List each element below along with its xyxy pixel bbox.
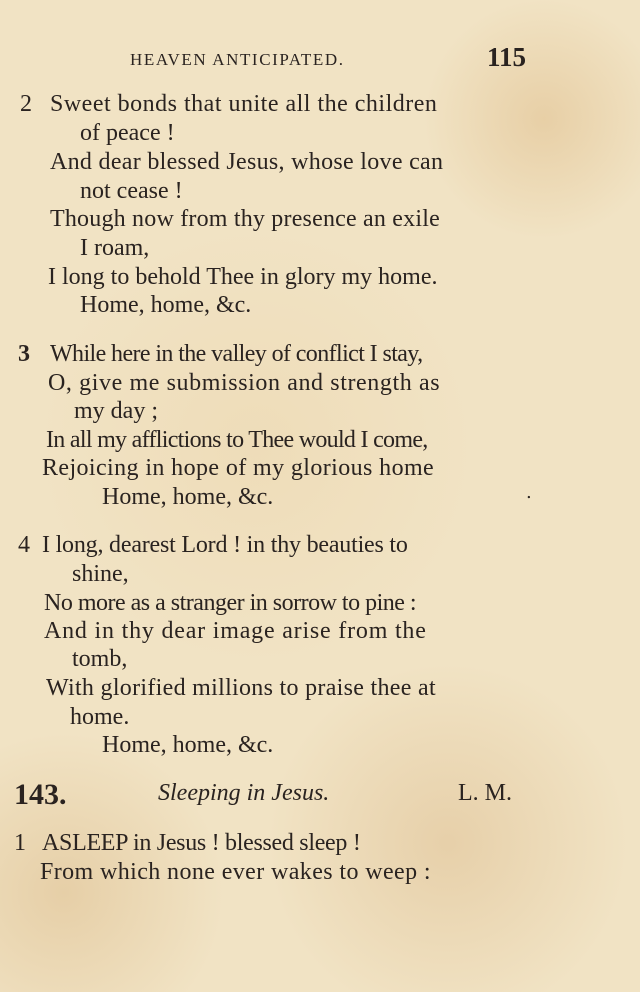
- hymn-title: Sleeping in Jesus.: [158, 780, 330, 806]
- refrain-line: Home, home, &c.: [102, 484, 274, 510]
- stanza-number: 1: [14, 830, 26, 856]
- verse-line: No more as a stranger in sorrow to pine :: [44, 590, 417, 616]
- verse-line: not cease !: [80, 178, 183, 204]
- verse-line: Rejoicing in hope of my glorious home: [42, 455, 435, 481]
- stanza-number: 3: [18, 341, 30, 367]
- verse-line: tomb,: [72, 646, 128, 672]
- verse-line: And in thy dear image arise from the: [44, 618, 427, 644]
- verse-line: my day ;: [74, 398, 158, 424]
- verse-line: of peace !: [80, 120, 175, 146]
- verse-line: Sweet bonds that unite all the children: [50, 91, 438, 117]
- verse-line: I long, dearest Lord ! in thy beauties to: [42, 532, 408, 558]
- verse-line: shine,: [72, 561, 129, 587]
- verse-line: O, give me submission and strength as: [48, 370, 441, 396]
- printers-mark: .: [526, 482, 532, 503]
- page-header: [0, 42, 640, 76]
- stanza-number: 2: [20, 91, 32, 117]
- refrain-line: Home, home, &c.: [102, 732, 274, 758]
- refrain-line: Home, home, &c.: [80, 292, 252, 318]
- hymn-meter: L. M.: [458, 780, 512, 806]
- verse-line: Though now from thy presence an exile: [50, 206, 440, 232]
- verse-line: I long to behold Thee in glory my home.: [48, 264, 438, 290]
- verse-line: With glorified millions to praise thee at: [46, 675, 436, 701]
- verse-line: And dear blessed Jesus, whose love can: [50, 149, 444, 175]
- verse-line: home.: [70, 704, 130, 730]
- verse-line: From which none ever wakes to weep :: [40, 859, 431, 885]
- verse-line: I roam,: [80, 235, 150, 261]
- running-head: HEAVEN ANTICIPATED.: [130, 50, 345, 69]
- page-number: 115: [487, 42, 527, 72]
- verse-line: In all my afflictions to Thee would I come,: [46, 427, 428, 453]
- hymn-number: 143.: [14, 778, 67, 811]
- verse-line: ASLEEP in Jesus ! blessed sleep !: [42, 830, 361, 856]
- stanza-number: 4: [18, 532, 30, 558]
- verse-line: While here in the valley of conflict I stay,: [50, 341, 423, 367]
